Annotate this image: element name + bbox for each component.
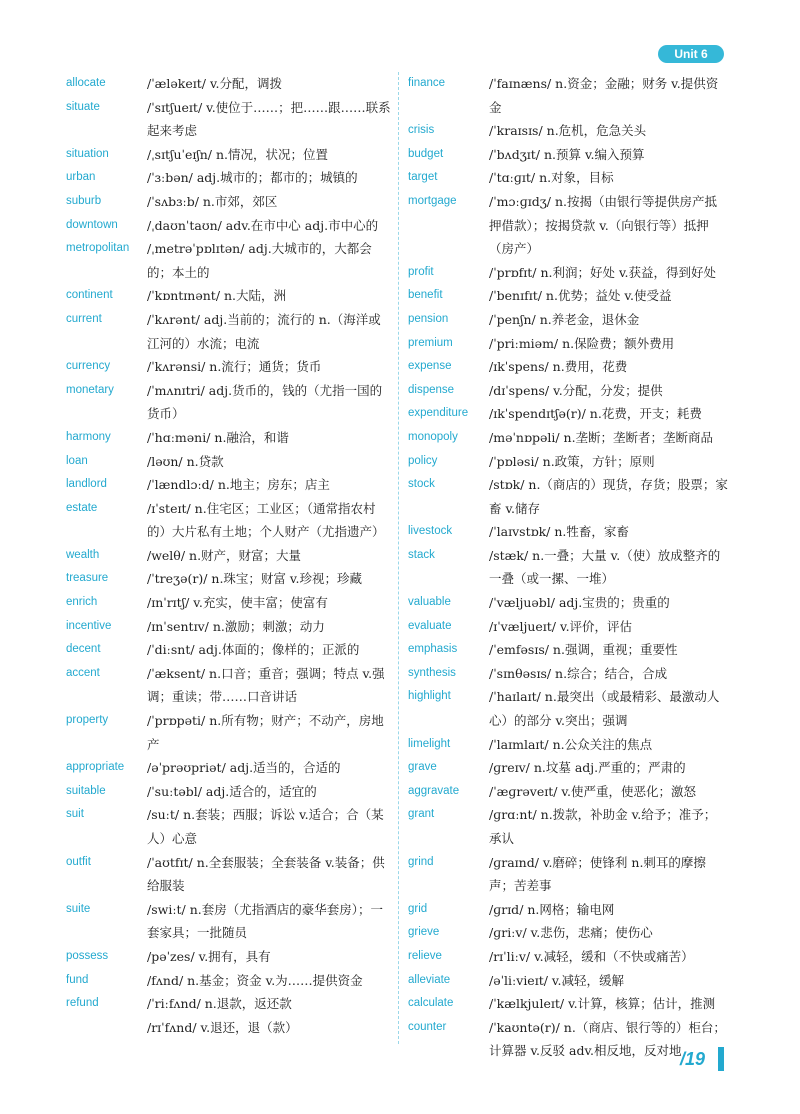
vocab-entry	[66, 803, 391, 850]
vocab-entry	[66, 567, 391, 591]
right-column	[408, 72, 728, 1063]
left-column	[66, 72, 391, 1039]
vocab-definition: /ˈɜːbən/ adj.城市的；都市的；城镇的	[147, 170, 358, 186]
vocab-definition: /ˈaʊtfɪt/ n.全套服装；全套装备 v.装备；供给服装	[147, 854, 385, 894]
vocab-word: situate	[66, 100, 100, 113]
vocab-word: metropolitan	[66, 242, 130, 255]
vocab-definition: /ˈhaɪlaɪt/ n.最突出（或最精彩、最激动人心）的部分 v.突出；强调	[489, 689, 720, 729]
vocab-entry	[408, 945, 728, 969]
vocab-definition: /ɪnˈsentɪv/ n.激励；刺激；动力	[147, 618, 325, 634]
vocab-entry	[408, 969, 728, 993]
vocab-word: aggravate	[408, 784, 460, 797]
vocab-word: outfit	[66, 855, 91, 868]
vocab-word: relieve	[408, 949, 442, 962]
vocab-entry	[66, 355, 391, 379]
vocab-definition: /ɡrɑːnt/ n.拨款，补助金 v.给予；准予；承认	[489, 807, 717, 846]
vocab-word: alleviate	[408, 973, 451, 986]
vocab-entry	[66, 898, 391, 945]
vocab-definition: /ˈsɪtʃueɪt/ v.使位于……；把……跟……联系起来考虑	[147, 99, 391, 139]
vocab-word: expense	[408, 360, 452, 373]
vocab-word: emphasis	[408, 643, 458, 656]
vocab-definition: /ləʊn/ n.贷款	[147, 453, 224, 469]
vocab-entry	[66, 190, 391, 214]
vocab-entry	[408, 261, 728, 285]
vocab-definition: /ɪˈsteɪt/ n.住宅区；工业区；（通常指农村的）大片私有土地；个人财产（尤指遗产）	[147, 500, 385, 540]
vocab-word: urban	[66, 171, 96, 184]
vocab-definition: /ˈpriːmiəm/ n.保险费；额外费用	[489, 335, 675, 351]
vocab-entry	[66, 473, 391, 497]
vocab-word: livestock	[408, 525, 453, 538]
vocab-word: finance	[408, 77, 446, 89]
vocab-entry	[408, 638, 728, 662]
page-number: /19	[680, 1049, 706, 1069]
vocab-entry	[408, 803, 728, 850]
vocab-definition: /ˈkʌrənt/ adj.当前的；流行的 n.（海洋或江河的）水流；电流	[147, 311, 381, 351]
vocab-word: property	[66, 714, 109, 727]
vocab-definition: /ˈæɡrəveɪt/ v.使严重，使恶化；激怒	[489, 783, 696, 799]
vocab-word: dispense	[408, 383, 455, 396]
vocab-entry	[408, 190, 728, 261]
vocab-word: accent	[66, 666, 100, 679]
vocab-definition: /ɡraɪnd/ v.磨碎；使锋利 n.刺耳的摩擦声；苦差事	[489, 854, 706, 894]
vocab-definition: /məˈnɒpəli/ n.垄断；垄断者；垄断商品	[489, 429, 714, 445]
vocab-definition: /ˈkælkjuleɪt/ v.计算，核算；估计，推测	[489, 996, 716, 1012]
vocab-definition: /ˈlændlɔːd/ n.地主；房东；店主	[147, 477, 330, 493]
vocab-entry	[66, 143, 391, 167]
unit-badge: Unit 6	[658, 45, 724, 63]
vocab-word: harmony	[66, 430, 111, 443]
vocab-word: possess	[66, 949, 109, 962]
vocab-word: calculate	[408, 997, 454, 1010]
vocab-definition: /suːt/ n.套装；西服；诉讼 v.适合；合（某人）心意	[147, 807, 384, 846]
vocab-entry	[408, 780, 728, 804]
vocab-entry	[408, 402, 728, 426]
vocab-entry	[66, 72, 391, 96]
vocab-entry	[408, 851, 728, 898]
vocab-word: target	[408, 171, 438, 184]
vocab-definition: /ˈtɑːɡɪt/ n.对象，目标	[489, 170, 614, 186]
vocab-entry	[408, 284, 728, 308]
vocab-definition: /fʌnd/ n.基金；资金 v.为……提供资金	[147, 972, 363, 988]
vocab-word: suburb	[66, 194, 102, 207]
vocab-definition: /ˈkʌrənsi/ n.流行；通货；货币	[147, 359, 322, 375]
vocab-word: estate	[66, 501, 98, 514]
vocab-definition: /ˈemfəsɪs/ n.强调，重视；重要性	[489, 642, 678, 658]
vocab-entry	[408, 72, 728, 119]
vocab-definition: /ˈæləkeɪt/ v.分配，调拨	[147, 76, 283, 91]
vocab-definition: /welθ/ n.财产，财富；大量	[147, 547, 302, 563]
vocab-definition: /stæk/ n.一叠；大量 v.（使）放成整齐的一叠（或一摞、一堆）	[489, 547, 721, 587]
vocab-definition: /pəˈzes/ v.拥有，具有	[147, 948, 271, 964]
vocab-word: current	[66, 312, 102, 325]
vocab-entry	[408, 756, 728, 780]
vocab-entry	[66, 756, 391, 780]
vocab-word: continent	[66, 289, 113, 302]
vocab-entry	[408, 379, 728, 403]
vocab-definition: /əˈliːvieɪt/ v.减轻，缓解	[489, 972, 624, 988]
vocab-definition: /ɡrɪd/ n.网格；输电网	[489, 901, 615, 917]
vocab-definition: /ˌdaʊnˈtaʊn/ adv.在市中心 adj.市中心的	[147, 217, 379, 233]
vocab-entry	[66, 851, 391, 898]
vocab-word: suite	[66, 902, 91, 915]
vocab-definition: /ɡreɪv/ n.坟墓 adj.严重的；严肃的	[489, 760, 686, 776]
vocab-definition: /əˈprəʊpriət/ adj.适当的，合适的	[147, 760, 341, 776]
vocab-definition: /ˈlaɪvstɒk/ n.牲畜，家畜	[489, 524, 629, 540]
vocab-definition: /dɪˈspens/ v.分配，分发；提供	[489, 382, 663, 398]
vocab-entry	[66, 615, 391, 639]
vocab-word: appropriate	[66, 761, 125, 774]
vocab-word: benefit	[408, 289, 443, 302]
vocab-definition: /ˈkaʊntə(r)/ n.（商店、银行等的）柜台；计算器 v.反驳 adv.相反地，反对地	[489, 1019, 726, 1059]
vocab-word: synthesis	[408, 666, 456, 679]
vocab-word: enrich	[66, 596, 98, 609]
vocab-definition: /ɪkˈspens/ n.费用，花费	[489, 359, 628, 375]
vocab-word: treasure	[66, 572, 109, 585]
vocab-word: grid	[408, 902, 428, 915]
vocab-entry	[408, 992, 728, 1016]
vocab-definition: /ˈdiːsnt/ adj.体面的；像样的；正派的	[147, 642, 360, 658]
vocab-word: loan	[66, 454, 88, 467]
vocab-definition: /rɪˈliːv/ v.减轻，缓和（不快或痛苦）	[489, 948, 694, 964]
vocab-word: mortgage	[408, 194, 457, 207]
vocab-word: counter	[408, 1020, 447, 1033]
vocab-definition: /ɪnˈrɪtʃ/ v.充实，使丰富；使富有	[147, 595, 328, 611]
vocab-definition: /ˈhɑːməni/ n.融洽，和谐	[147, 429, 289, 445]
vocab-entry	[408, 119, 728, 143]
vocab-word: fund	[66, 973, 89, 986]
vocab-entry	[408, 921, 728, 945]
vocab-definition: /ˈvæljuəbl/ adj.宝贵的；贵重的	[489, 595, 670, 611]
vocab-definition: /rɪˈfʌnd/ v.退还，退（款）	[147, 1019, 298, 1035]
vocab-entry	[66, 780, 391, 804]
vocab-word: grieve	[408, 926, 440, 939]
vocab-entry	[66, 1016, 391, 1040]
vocab-word: landlord	[66, 478, 107, 491]
column-divider	[398, 72, 399, 1044]
vocab-word: situation	[66, 147, 109, 160]
vocab-entry	[66, 284, 391, 308]
vocab-definition: /ˈmʌnɪtri/ adj.货币的，钱的（尤指一国的货币）	[147, 382, 383, 422]
vocab-definition: /ɪˈvæljueɪt/ v.评价，评估	[489, 618, 633, 634]
vocab-word: stack	[408, 548, 435, 561]
vocab-definition: /ˈpenʃn/ n.养老金，退休金	[489, 311, 640, 327]
vocab-word: grant	[408, 808, 435, 821]
vocab-entry	[408, 733, 728, 757]
vocab-definition: /ˈriːfʌnd/ n.退款，返还款	[147, 996, 292, 1012]
vocab-definition: /ˈlaɪmlaɪt/ n.公众关注的焦点	[489, 736, 653, 752]
vocab-definition: /ɪkˈspendɪtʃə(r)/ n.花费，开支；耗费	[489, 406, 702, 422]
vocab-definition: /ˈprɒpəti/ n.所有物；财产；不动产，房地产	[147, 713, 384, 752]
vocab-entry	[408, 308, 728, 332]
vocab-entry	[66, 638, 391, 662]
vocab-entry	[66, 308, 391, 355]
vocab-word: evaluate	[408, 619, 452, 632]
vocab-entry	[66, 591, 391, 615]
vocab-entry	[408, 426, 728, 450]
vocab-entry	[66, 166, 391, 190]
vocab-entry	[66, 237, 391, 284]
vocab-entry	[408, 143, 728, 167]
vocab-word: premium	[408, 336, 453, 349]
vocab-entry	[66, 96, 391, 143]
vocab-word: policy	[408, 454, 438, 467]
vocab-definition: /ˈbʌdʒɪt/ n.预算 v.编入预算	[489, 146, 645, 162]
vocab-entry	[408, 166, 728, 190]
vocab-word: allocate	[66, 77, 106, 89]
vocab-word: stock	[408, 478, 435, 491]
vocab-definition: /ˌsɪtʃuˈeɪʃn/ n.情况，状况；位置	[147, 146, 329, 162]
vocab-word: profit	[408, 265, 434, 278]
vocab-word: incentive	[66, 619, 112, 632]
vocab-entry	[408, 332, 728, 356]
vocab-entry	[66, 450, 391, 474]
vocab-definition: /ˈkraɪsɪs/ n.危机，危急关头	[489, 123, 647, 139]
vocab-entry	[408, 685, 728, 732]
page-number-bar	[718, 1047, 724, 1071]
vocab-word: limelight	[408, 737, 451, 750]
vocab-word: refund	[66, 997, 99, 1010]
vocab-word: monopoly	[408, 430, 458, 443]
vocab-entry	[66, 709, 391, 756]
vocab-definition: /ˈkɒntɪnənt/ n.大陆，洲	[147, 288, 287, 304]
vocab-definition: /ˈsʌbɜːb/ n.市郊，郊区	[147, 193, 278, 209]
vocab-entry	[66, 992, 391, 1016]
vocab-entry	[408, 355, 728, 379]
vocab-definition: /ɡriːv/ v.悲伤，悲痛；使伤心	[489, 925, 653, 941]
vocab-entry	[408, 473, 728, 520]
vocab-definition: /ˈsɪnθəsɪs/ n.综合；结合，合成	[489, 665, 668, 681]
vocab-definition: /swiːt/ n.套房（尤指酒店的豪华套房）；一套家具；一批随员	[147, 901, 384, 941]
vocab-definition: /ˈprɒfɪt/ n.利润；好处 v.获益，得到好处	[489, 264, 717, 280]
vocab-entry	[408, 662, 728, 686]
vocab-definition: /ˈtreʒə(r)/ n.珠宝；财富 v.珍视；珍藏	[147, 571, 362, 587]
vocab-definition: /ˈæksent/ n.口音；重音；强调；特点 v.强调；重读；带……口音讲话	[147, 665, 385, 705]
vocab-definition: /stɒk/ n.（商店的）现货，存货；股票；家畜 v.储存	[489, 477, 728, 516]
vocab-word: monetary	[66, 383, 114, 396]
vocab-entry	[66, 426, 391, 450]
vocab-entry	[408, 591, 728, 615]
vocab-entry	[66, 379, 391, 426]
vocab-word: wealth	[66, 548, 100, 561]
vocab-definition: /ˈpɒləsi/ n.政策，方针；原则	[489, 453, 655, 469]
vocab-entry	[408, 615, 728, 639]
vocab-word: highlight	[408, 690, 451, 703]
vocab-word: decent	[66, 643, 101, 656]
vocab-word: pension	[408, 312, 449, 325]
vocab-entry	[66, 662, 391, 709]
vocab-entry	[66, 497, 391, 544]
vocab-word: budget	[408, 147, 444, 160]
vocab-word: valuable	[408, 596, 451, 609]
vocab-entry	[66, 969, 391, 993]
vocab-word: suitable	[66, 784, 106, 797]
vocab-entry	[408, 544, 728, 591]
vocab-word: grave	[408, 761, 437, 774]
vocab-entry	[66, 945, 391, 969]
vocab-entry	[66, 544, 391, 568]
vocab-entry	[408, 450, 728, 474]
vocab-entry	[408, 898, 728, 922]
vocab-entry	[408, 520, 728, 544]
vocab-definition: /ˈsuːtəbl/ adj.适合的，适宜的	[147, 783, 317, 799]
vocab-word: expenditure	[408, 407, 469, 420]
vocab-entry	[66, 214, 391, 238]
vocab-definition: /ˈmɔːɡɪdʒ/ n.按揭（由银行等提供房产抵押借款）；按揭贷款 v.（向银行等）抵押（房产）	[489, 193, 717, 257]
vocab-word: suit	[66, 808, 84, 821]
vocab-word: currency	[66, 360, 111, 373]
vocab-definition: /ˈfaɪnæns/ n.资金；金融；财务 v.提供资金	[489, 76, 719, 115]
vocab-definition: /ˌmetrəˈpɒlɪtən/ adj.大城市的，大都会的；本土的	[147, 241, 372, 280]
vocab-word: grind	[408, 855, 434, 868]
vocab-word: crisis	[408, 124, 435, 137]
vocab-word: downtown	[66, 218, 118, 231]
vocab-definition: /ˈbenɪfɪt/ n.优势；益处 v.使受益	[489, 288, 672, 304]
